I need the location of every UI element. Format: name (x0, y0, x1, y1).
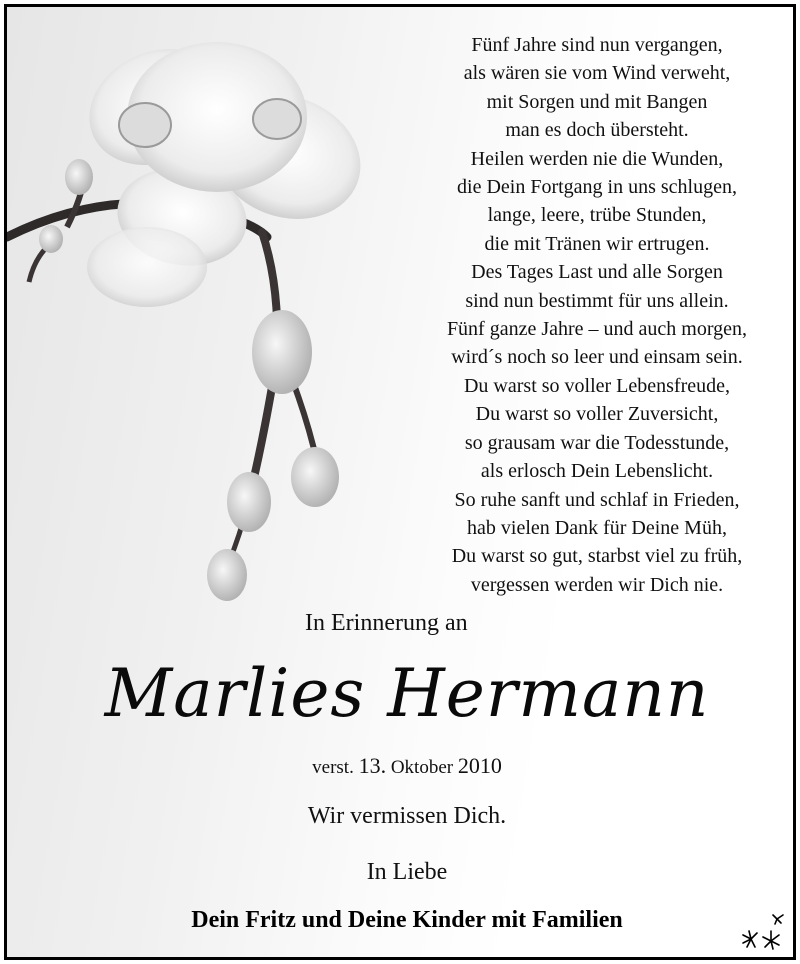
poem-line: die Dein Fortgang in uns schlugen, (457, 176, 737, 199)
memorial-intro: In Erinnerung an (305, 610, 468, 636)
poem-line: Du warst so voller Lebensfreude, (463, 374, 731, 397)
mourners-signature: Dein Fritz und Deine Kinder mit Familien (191, 907, 623, 933)
love-closing: In Liebe (366, 859, 448, 885)
poem-line: Du warst so voller Zuversicht, (475, 403, 719, 426)
poem (387, 31, 796, 599)
death-prefix: verst. (312, 757, 354, 778)
miss-message: Wir vermissen Dich. (307, 803, 507, 829)
poem-line: So ruhe sanft und schlaf in Frieden, (454, 488, 740, 511)
death-month: Oktober (390, 757, 454, 778)
death-year: 2010 (457, 753, 502, 778)
death-date (7, 753, 796, 779)
poem-line: vergessen werden wir Dich nie. (470, 573, 724, 596)
death-day: 13. (358, 753, 387, 778)
poem-line: Fünf ganze Jahre – und auch morgen, (446, 318, 748, 341)
poem-line: die mit Tränen wir ertrugen. (484, 232, 710, 255)
poem-line: Des Tages Last und alle Sorgen (471, 261, 723, 284)
poem-line: als erlosch Dein Lebenslicht. (480, 460, 714, 483)
poem-line: Heilen werden nie die Wunden, (470, 147, 724, 170)
poem-line: wird´s noch so leer und einsam sein. (451, 346, 743, 369)
poem-line: Fünf Jahre sind nun vergangen, (471, 34, 723, 56)
poem-line: sind nun bestimmt für uns allein. (465, 289, 729, 312)
poem-line: mit Sorgen und mit Bangen (486, 90, 708, 113)
poem-line: als wären sie vom Wind verweht, (463, 62, 731, 85)
poem-line: Du warst so gut, starbst viel zu früh, (451, 545, 743, 568)
poem-line: so grausam war die Todesstunde, (464, 431, 730, 454)
dandelion-seeds-icon (737, 913, 787, 953)
poem-line: man es doch übersteht. (505, 119, 689, 142)
poem-line: hab vielen Dank für Deine Müh, (467, 516, 727, 539)
orchid-icon (7, 7, 427, 627)
obituary-frame (4, 4, 796, 960)
deceased-name: Marlies Hermann (104, 655, 710, 732)
poem-line: lange, leere, trübe Stunden, (487, 204, 707, 227)
